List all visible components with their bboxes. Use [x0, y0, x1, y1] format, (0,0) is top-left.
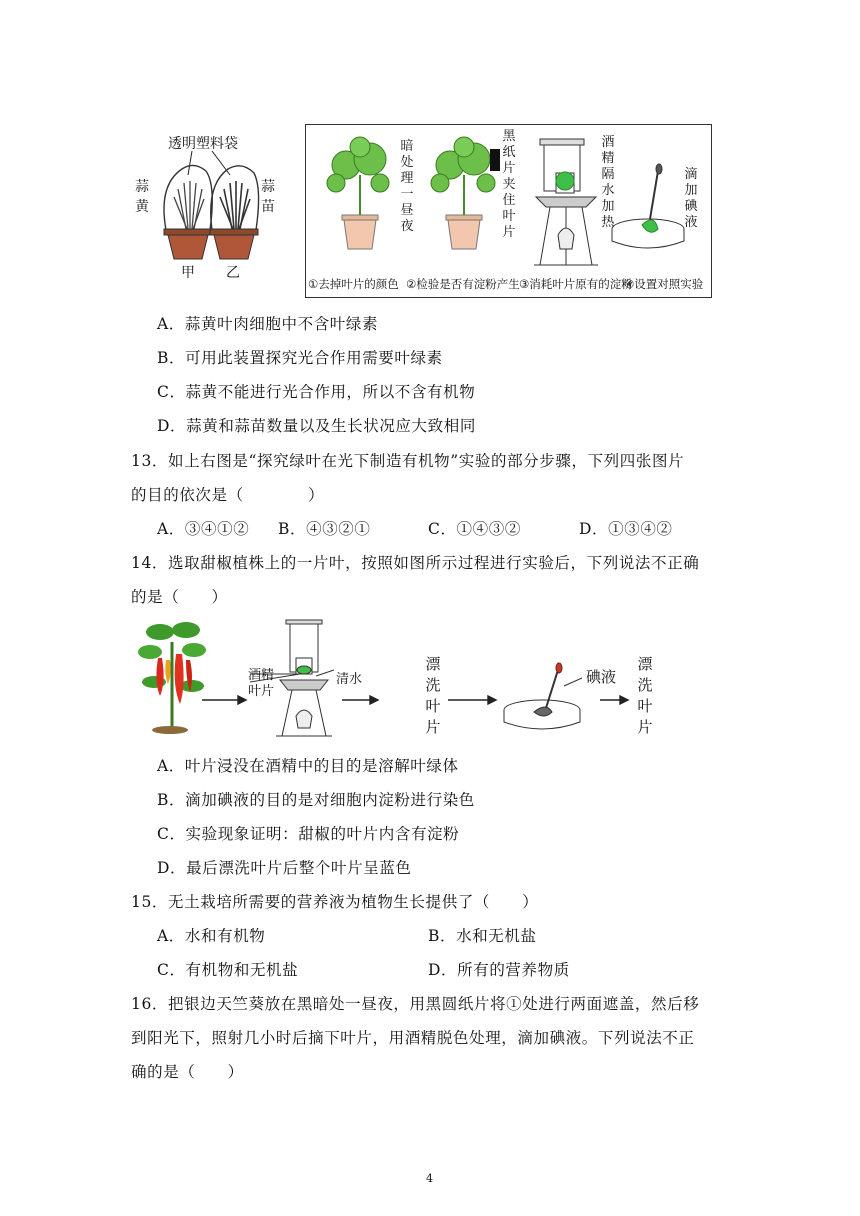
q15-option-a: A．水和有机物 — [157, 927, 266, 945]
page-number: 4 — [426, 1172, 433, 1185]
q13-option-a: A．③④①② — [157, 520, 250, 538]
q14-petri-dish — [504, 663, 582, 729]
step2-label: 黑纸片夹住叶片 — [502, 129, 516, 240]
bag-label: 透明塑料袋 — [168, 136, 238, 152]
q15-stem: 15．无土栽培所需要的营养液为植物生长提供了（ ） — [131, 893, 539, 911]
q13-stem-line1: 13．如上右图是“探究绿叶在光下制造有机物”实验的部分步骤，下列四张图片 — [131, 452, 685, 470]
iodine-label: 碘液 — [586, 668, 617, 686]
caption-1: ①去掉叶片的颜色 — [308, 277, 399, 291]
garlic-sprout-label: 蒜苗 — [261, 179, 275, 215]
water-label: 清水 — [336, 672, 363, 687]
q16-stem-line3: 确的是（ ） — [131, 1063, 244, 1081]
q14-stem-line2: 的是（ ） — [131, 588, 228, 606]
q13-option-b: B．④③②① — [278, 520, 371, 538]
geranium-plant-1 — [327, 137, 389, 249]
q12-option-a: A．蒜黄叶肉细胞中不含叶绿素 — [157, 315, 379, 333]
q14-figure — [130, 612, 690, 742]
experiment-steps-figure — [305, 124, 712, 298]
q16-stem-line2: 到阳光下，照射几小时后摘下叶片，用酒精脱色处理，滴加碘液。下列说法不正 — [131, 1029, 695, 1047]
alcohol-label: 酒精 — [248, 668, 275, 683]
geranium-plant-2 — [431, 137, 500, 249]
step1-label: 暗处理一昼夜 — [400, 139, 414, 234]
q14-option-a: A．叶片浸没在酒精中的目的是溶解叶绿体 — [157, 757, 459, 775]
pepper-plant — [138, 622, 206, 734]
step3-label: 酒精隔水加热 — [601, 135, 615, 230]
q12-option-d: D．蒜黄和蒜苗数量以及生长状况应大致相同 — [157, 417, 476, 435]
q13-option-c: C．①④③② — [428, 520, 521, 538]
step4-label: 滴加碘液 — [684, 167, 698, 230]
rinse-leaf-label-2: 漂洗叶片 — [637, 655, 653, 736]
leaf-label: 叶片 — [248, 684, 275, 699]
q12-option-b: B．可用此装置探究光合作用需要叶绿素 — [157, 349, 443, 367]
caption-2: ②检验是否有淀粉产生 — [406, 277, 520, 291]
water-bath-apparatus — [534, 139, 598, 265]
q15-option-b: B．水和无机盐 — [428, 927, 537, 945]
rinse-leaf-label-1: 漂洗叶片 — [425, 655, 441, 736]
q15-option-c: C．有机物和无机盐 — [157, 961, 299, 979]
petri-dish-dropper — [612, 164, 684, 248]
q14-option-b: B．滴加碘液的目的是对细胞内淀粉进行染色 — [157, 791, 475, 809]
q15-option-d: D．所有的营养物质 — [428, 961, 570, 979]
caption-3: ③消耗叶片原有的淀粉 — [519, 277, 633, 291]
pot-b-label: 乙 — [226, 265, 240, 281]
caption-4: ④设置对照实验 — [624, 277, 704, 291]
q16-stem-line1: 16．把银边天竺葵放在黑暗处一昼夜，用黑圆纸片将①处进行两面遮盖，然后移 — [131, 995, 700, 1013]
q12-option-c: C．蒜黄不能进行光合作用，所以不含有机物 — [157, 383, 476, 401]
garlic-figure — [130, 125, 290, 285]
q14-option-d: D．最后漂洗叶片后整个叶片呈蓝色 — [157, 859, 412, 877]
q13-option-d: D．①③④② — [579, 520, 673, 538]
q14-stem-line1: 14．选取甜椒植株上的一片叶，按照如图所示过程进行实验后，下列说法不正确 — [131, 554, 700, 572]
garlic-yellow-label: 蒜黄 — [135, 179, 149, 215]
q14-option-c: C．实验现象证明：甜椒的叶片内含有淀粉 — [157, 825, 460, 843]
pot-a-label: 甲 — [181, 265, 195, 281]
q13-stem-line2: 的目的依次是（ ） — [131, 486, 325, 504]
